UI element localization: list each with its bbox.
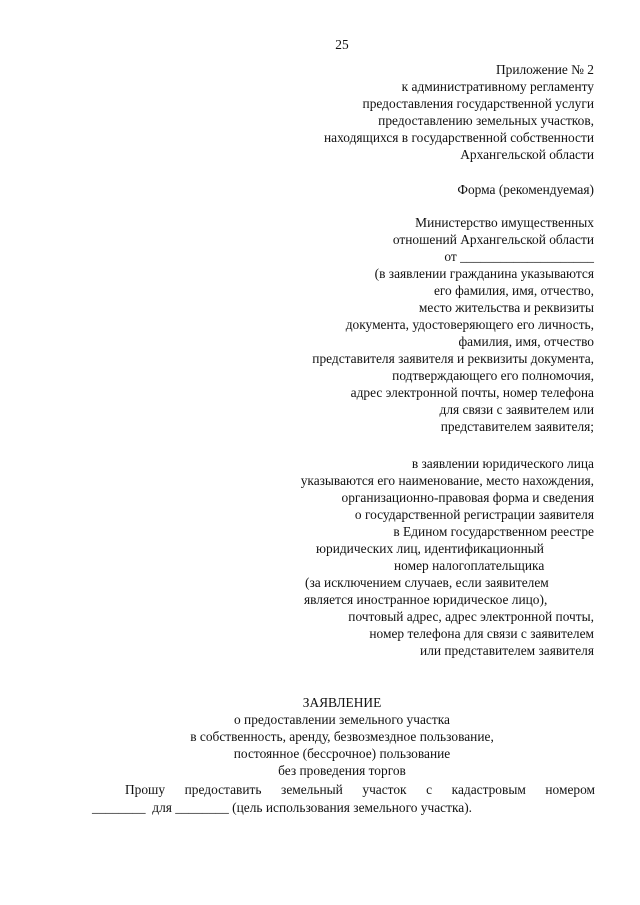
addressee-line: подтверждающего его полномочия,	[392, 368, 594, 383]
addressee-line: отношений Архангельской области	[392, 232, 594, 247]
addressee-line: фамилия, имя, отчество	[458, 334, 594, 349]
legal-entity-line: организационно-правовая форма и сведения	[341, 490, 594, 505]
legal-entity-line: в Едином государственном реестре	[393, 524, 594, 539]
legal-entity-line: или представителем заявителя	[420, 643, 594, 658]
addressee-line: представителя заявителя и реквизиты документа,	[312, 351, 594, 366]
statement-subtitle-line: о предоставлении земельного участка	[234, 712, 450, 727]
legal-entity-line: является иностранное юридическое лицо),	[304, 592, 548, 607]
statement-title: ЗАЯВЛЕНИЕ	[302, 695, 382, 710]
legal-entity-line: юридических лиц, идентификационный	[316, 541, 544, 556]
legal-entity-line: номер телефона для связи с заявителем	[369, 626, 594, 641]
appendix-line: Приложение № 2	[495, 62, 594, 77]
appendix-line: Архангельской области	[460, 147, 594, 162]
legal-entity-line: почтовый адрес, адрес электронной почты,	[348, 609, 594, 624]
appendix-line: к административному регламенту	[401, 79, 594, 94]
addressee-line: адрес электронной почты, номер телефона	[350, 385, 594, 400]
addressee-from-line: от ____________________	[444, 249, 594, 264]
addressee-line: место жительства и реквизиты	[418, 300, 594, 315]
addressee-line: документа, удостоверяющего его личность,	[345, 317, 594, 332]
statement-body-line: Прошу предоставить земельный участок с кадастровым номером	[125, 782, 595, 797]
statement-subtitle-line: без проведения торгов	[278, 763, 406, 778]
addressee-line: для связи с заявителем или	[439, 402, 594, 417]
legal-entity-line: о государственной регистрации заявителя	[354, 507, 594, 522]
addressee-line: Министерство имущественных	[415, 215, 594, 230]
legal-entity-line: указываются его наименование, место нахождения,	[300, 473, 594, 488]
statement-subtitle-line: в собственность, аренду, безвозмездное пользование,	[190, 729, 494, 744]
addressee-line: его фамилия, имя, отчество,	[433, 283, 594, 298]
statement-subtitle-line: постоянное (бессрочное) пользование	[233, 746, 451, 761]
statement-body-line: ________ для ________ (цель использования земельного участка).	[92, 800, 473, 815]
appendix-line: находящихся в государственной собственности	[323, 130, 594, 145]
legal-entity-line: в заявлении юридического лица	[411, 456, 594, 471]
addressee-line: (в заявлении гражданина указываются	[374, 266, 594, 281]
legal-entity-line: номер налогоплательщика	[394, 558, 545, 573]
legal-entity-line: (за исключением случаев, если заявителем	[305, 575, 549, 590]
appendix-line: предоставления государственной услуги	[362, 96, 594, 111]
page-number: 25	[335, 37, 349, 52]
appendix-line: предоставлению земельных участков,	[378, 113, 594, 128]
form-note: Форма (рекомендуемая)	[457, 182, 594, 197]
addressee-line: представителем заявителя;	[440, 419, 594, 434]
